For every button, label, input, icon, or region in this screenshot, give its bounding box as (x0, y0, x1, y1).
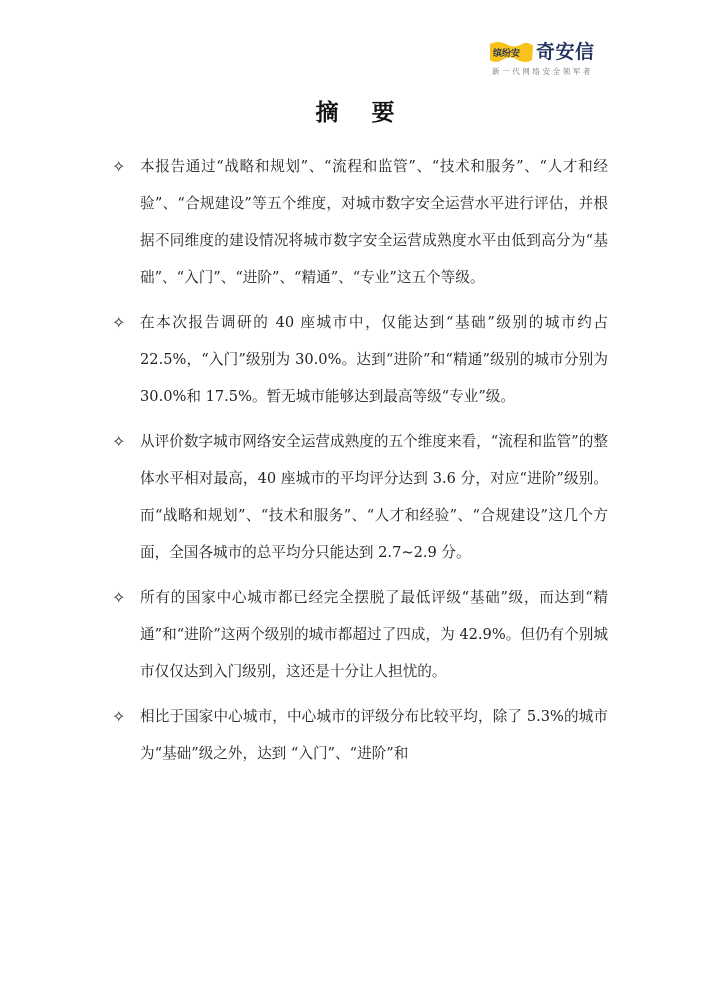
summary-item (112, 423, 608, 571)
summary-item-text: 本报告通过“战略和规划”、“流程和监管”、“技术和服务”、“人才和经验”、“合规建设”等五个维度，对城市数字安全运营水平进行评估，并根据不同维度的建设情况将城市数字安全运营成熟度水平由低到高分为“基础”、“入门”、“进阶”、“精通”、“专业”这五个等级。 (140, 158, 608, 286)
summary-item (112, 304, 608, 415)
diamond-bullet-icon: ✧ (112, 588, 126, 607)
diamond-bullet-icon: ✧ (112, 313, 126, 332)
logo-name: 奇安信 (536, 41, 595, 63)
summary-list (112, 148, 608, 780)
logo-slogan: 新一代网络安全领军者 (492, 67, 593, 76)
diamond-bullet-icon: ✧ (112, 707, 126, 726)
logo-mark-icon (488, 40, 534, 64)
summary-item-text: 从评价数字城市网络安全运营成熟度的五个维度来看，“流程和监管”的整体水平相对最高，40 座城市的平均评分达到 3.6 分，对应“进阶”级别。而“战略和规划”、“技术和服务”、“人才和经验”、“合规建设”这几个方面，全国各城市的总平均分只能达到 2.7~2.9 分。 (140, 433, 608, 561)
summary-item (112, 148, 608, 296)
diamond-bullet-icon: ✧ (112, 157, 126, 176)
page-title: 摘要 (315, 100, 428, 126)
company-logo (488, 38, 618, 78)
summary-item-text: 所有的国家中心城市都已经完全摆脱了最低评级“基础”级，而达到“精通”和“进阶”这两个级别的城市都超过了四成，为 42.9%。但仍有个别城市仅仅达到入门级别，这还是十分让人担忧的。 (140, 589, 608, 680)
logo-mark-text: 缤纷安 (493, 49, 521, 59)
diamond-bullet-icon: ✧ (112, 432, 126, 451)
summary-item (112, 579, 608, 690)
summary-item-text: 相比于国家中心城市，中心城市的评级分布比较平均，除了 5.3%的城市为“基础”级之外，达到 “入门”、“进阶”和 (140, 708, 608, 762)
summary-item-text: 在本次报告调研的 40 座城市中，仅能达到“基础”级别的城市约占 22.5%，“入门”级别为 30.0%。达到“进阶”和“精通”级别的城市分别为 30.0%和 17.5%。暂无城市能够达到最高等级“专业”级。 (140, 314, 608, 405)
summary-item (112, 698, 608, 772)
